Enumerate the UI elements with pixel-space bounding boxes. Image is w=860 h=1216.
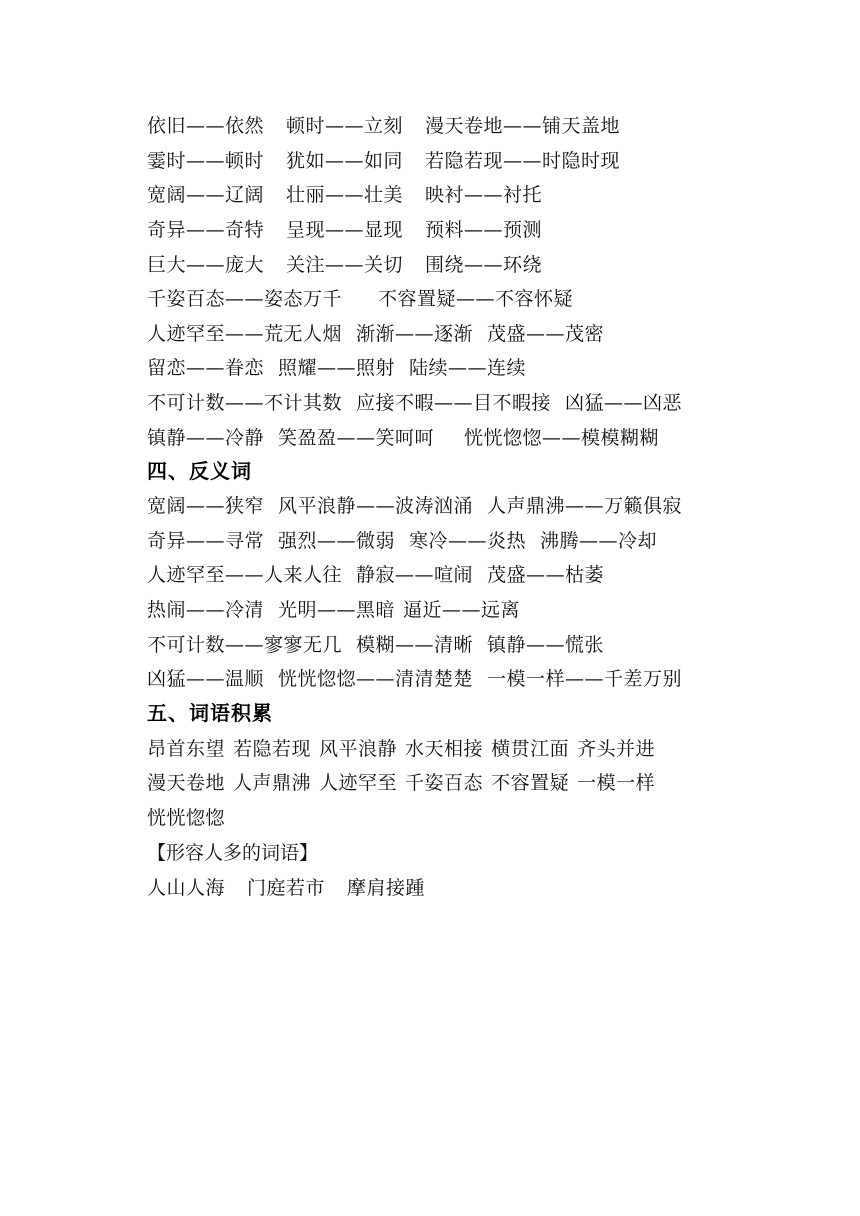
word-pair: 强烈——微弱 bbox=[278, 530, 396, 552]
synonym-line bbox=[147, 389, 682, 417]
word-pair: 不容置疑——不容怀疑 bbox=[378, 288, 574, 310]
antonym-line bbox=[147, 492, 682, 520]
word-pair: 茂盛——枯萎 bbox=[487, 564, 605, 586]
synonym-line bbox=[147, 112, 620, 140]
word-pair: 恍恍惚惚——模模糊糊 bbox=[464, 427, 660, 449]
accumulation-heading: 五、词语积累 bbox=[147, 701, 273, 725]
synonym-line bbox=[147, 181, 542, 209]
antonyms-heading: 四、反义词 bbox=[147, 459, 252, 483]
accumulation-line bbox=[147, 804, 225, 832]
word-pair: 围绕——环绕 bbox=[425, 254, 543, 276]
antonym-line bbox=[147, 527, 657, 555]
word-pair: 不可计数——不计其数 bbox=[147, 392, 343, 414]
word-pair: 人迹罕至——人来人往 bbox=[147, 564, 343, 586]
synonym-line bbox=[147, 251, 542, 279]
word-pair: 人声鼎沸——万籁俱寂 bbox=[487, 495, 683, 517]
word-pair: 镇静——冷静 bbox=[147, 427, 265, 449]
antonym-line bbox=[147, 561, 604, 589]
idiom: 若隐若现 bbox=[233, 738, 312, 760]
idiom: 漫天卷地 bbox=[147, 772, 226, 794]
crowd-words-title: 【形容人多的词语】 bbox=[147, 842, 319, 864]
word-pair: 沸腾——冷却 bbox=[540, 530, 658, 552]
word-pair: 霎时——顿时 bbox=[147, 150, 265, 172]
word-pair: 漫天卷地——铺天盖地 bbox=[425, 115, 621, 137]
synonym-line bbox=[147, 285, 573, 313]
idiom: 千姿百态 bbox=[405, 772, 484, 794]
crowd-words-line bbox=[147, 874, 425, 902]
word-pair: 应接不暇——目不暇接 bbox=[356, 392, 552, 414]
synonym-line bbox=[147, 354, 526, 382]
antonym-line bbox=[147, 596, 520, 624]
idiom: 一模一样 bbox=[577, 772, 656, 794]
word-pair: 凶猛——凶恶 bbox=[565, 392, 683, 414]
idiom: 恍恍惚惚 bbox=[147, 807, 226, 829]
word-pair: 笑盈盈——笑呵呵 bbox=[278, 427, 435, 449]
word-pair: 不可计数——寥寥无几 bbox=[147, 634, 343, 656]
synonym-line bbox=[147, 216, 542, 244]
idiom: 昂首东望 bbox=[147, 738, 226, 760]
synonym-line bbox=[147, 320, 604, 348]
word-pair: 寒冷——炎热 bbox=[409, 530, 527, 552]
idiom: 横贯江面 bbox=[491, 738, 570, 760]
word-pair: 呈现——显现 bbox=[286, 219, 404, 241]
idiom: 风平浪静 bbox=[319, 738, 398, 760]
word-pair: 留恋——眷恋 bbox=[147, 357, 265, 379]
word-pair: 热闹——冷清 bbox=[147, 599, 265, 621]
accumulation-line bbox=[147, 769, 655, 797]
word-pair: 茂盛——茂密 bbox=[487, 323, 605, 345]
word-pair: 依旧——依然 bbox=[147, 115, 265, 137]
idiom: 人迹罕至 bbox=[319, 772, 398, 794]
word-pair: 一模一样——千差万别 bbox=[487, 668, 683, 690]
synonym-line bbox=[147, 147, 620, 175]
idiom: 水天相接 bbox=[405, 738, 484, 760]
antonym-line bbox=[147, 665, 682, 693]
word-pair: 顿时——立刻 bbox=[286, 115, 404, 137]
word-pair: 恍恍惚惚——清清楚楚 bbox=[278, 668, 474, 690]
word-pair: 镇静——慌张 bbox=[487, 634, 605, 656]
word-pair: 映衬——衬托 bbox=[425, 184, 543, 206]
word-pair: 宽阔——狭窄 bbox=[147, 495, 265, 517]
idiom: 人山人海 bbox=[147, 877, 226, 899]
idiom: 摩肩接踵 bbox=[347, 877, 426, 899]
word-pair: 逼近——远离 bbox=[403, 599, 521, 621]
word-pair: 模糊——清晰 bbox=[356, 634, 474, 656]
word-pair: 奇异——寻常 bbox=[147, 530, 265, 552]
idiom: 人声鼎沸 bbox=[233, 772, 312, 794]
word-pair: 凶猛——温顺 bbox=[147, 668, 265, 690]
word-pair: 宽阔——辽阔 bbox=[147, 184, 265, 206]
word-pair: 壮丽——壮美 bbox=[286, 184, 404, 206]
idiom: 门庭若市 bbox=[247, 877, 326, 899]
word-pair: 巨大——庞大 bbox=[147, 254, 265, 276]
word-pair: 千姿百态——姿态万千 bbox=[147, 288, 343, 310]
word-pair: 渐渐——逐渐 bbox=[356, 323, 474, 345]
word-pair: 若隐若现——时隐时现 bbox=[425, 150, 621, 172]
word-pair: 照耀——照射 bbox=[278, 357, 396, 379]
word-pair: 风平浪静——波涛汹涌 bbox=[278, 495, 474, 517]
word-pair: 人迹罕至——荒无人烟 bbox=[147, 323, 343, 345]
word-pair: 静寂——喧闹 bbox=[356, 564, 474, 586]
word-pair: 奇异——奇特 bbox=[147, 219, 265, 241]
synonym-line bbox=[147, 424, 659, 452]
word-pair: 陆续——连续 bbox=[409, 357, 527, 379]
antonym-line bbox=[147, 631, 604, 659]
idiom: 齐头并进 bbox=[577, 738, 656, 760]
idiom: 不容置疑 bbox=[491, 772, 570, 794]
word-pair: 犹如——如同 bbox=[286, 150, 404, 172]
accumulation-line bbox=[147, 735, 655, 763]
word-pair: 关注——关切 bbox=[286, 254, 404, 276]
word-pair: 光明——黑暗 bbox=[278, 599, 396, 621]
word-pair: 预料——预测 bbox=[425, 219, 543, 241]
